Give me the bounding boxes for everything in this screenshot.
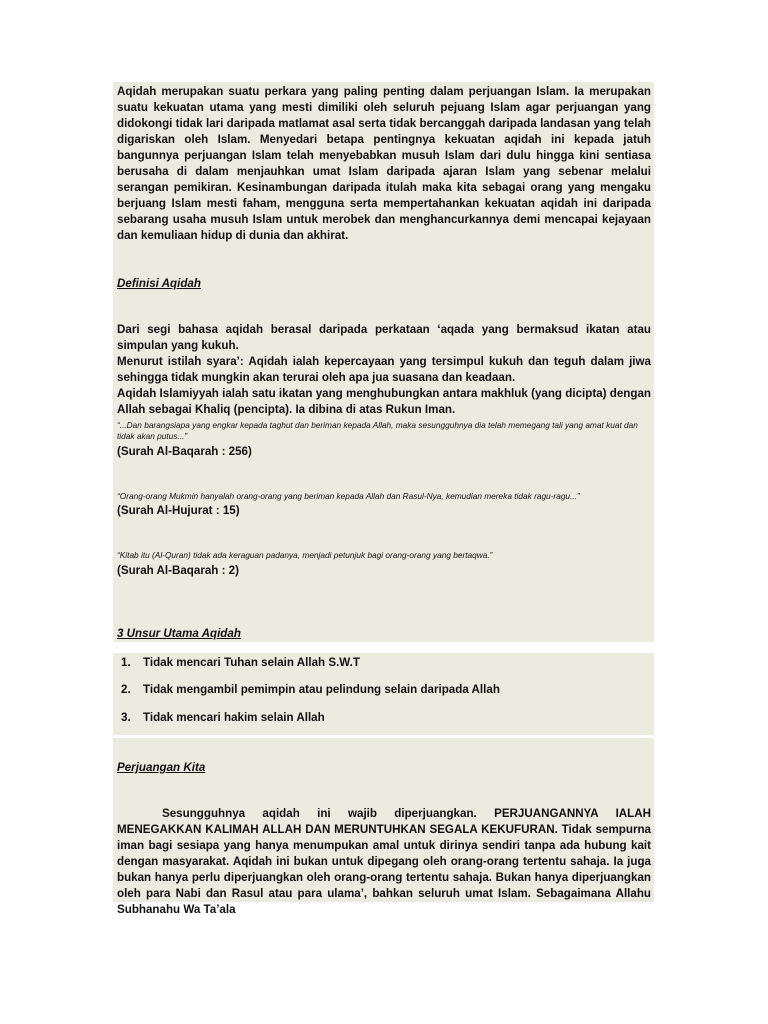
list-number: 3. bbox=[121, 711, 131, 724]
definisi-heading: Definisi Aqidah bbox=[117, 277, 201, 290]
list-text: Tidak mencari Tuhan selain Allah S.W.T bbox=[143, 656, 360, 669]
list-text: Tidak mengambil pemimpin atau pelindung selain daripada Allah bbox=[143, 683, 500, 696]
ref-baqarah-2: (Surah Al-Baqarah : 2) bbox=[117, 564, 239, 577]
quote-hujurat-15: “Orang-orang Mukmin hanyalah orang-orang yang beriman kepada Allah dan Rasul-Nya, kemudian mereka tidak ragu-ragu...” bbox=[117, 491, 580, 501]
list-number: 2. bbox=[121, 683, 131, 696]
list-number: 1. bbox=[121, 656, 131, 669]
ref-hujurat-15: (Surah Al-Hujurat : 15) bbox=[117, 504, 240, 517]
unsur-list-block bbox=[113, 653, 654, 735]
perjuangan-heading: Perjuangan Kita bbox=[117, 761, 206, 774]
intro-block bbox=[113, 82, 654, 252]
quote-baqarah-256: “...Dan barangsiapa yang engkar kepada taghut dan beriman kepada Allah, maka sesungguhnya dia telah memegang tali yang amat kuat dan tidak akan putus...” bbox=[117, 420, 638, 441]
definisi-bahasa: Dari segi bahasa aqidah berasal daripada perkataan ‘aqada yang bermaksud ikatan atau simpulan yang kukuh. bbox=[117, 323, 651, 352]
list-text: Tidak mencari hakim selain Allah bbox=[143, 711, 325, 724]
quote-baqarah-2: “Kitab itu (Al-Quran) tidak ada keraguan padanya, menjadi petunjuk bagi orang-orang yang bertaqwa.” bbox=[117, 550, 493, 560]
list-item bbox=[121, 656, 360, 669]
ref-baqarah-256: (Surah Al-Baqarah : 256) bbox=[117, 445, 252, 458]
perjuangan-block bbox=[113, 738, 654, 916]
list-item bbox=[121, 683, 500, 696]
definisi-islamiyyah: Aqidah Islamiyyah ialah satu ikatan yang menghubungkan antara makhluk (yang dicipta) dengan Allah sebagai Khaliq (pencipta). Ia dibina di atas Rukun Iman. bbox=[117, 387, 651, 416]
list-item bbox=[121, 711, 325, 724]
intro-paragraph: Aqidah merupakan suatu perkara yang paling penting dalam perjuangan Islam. Ia merupakan suatu kekuatan utama yang mesti dimiliki oleh seluruh pejuang Islam agar perjuangan yang didokongi tidak lari daripada matlamat asal serta tidak bercanggah daripada landasan yang telah digariskan oleh Islam. Menyedari betapa pentingnya kekuatan aqidah ini kepada jatuh bangunnya perjuangan Islam telah menyebabkan musuh Islam dari dulu hingga kini sentiasa berusaha di dalam menjauhkan umat Islam daripada ajaran Islam yang sebenar melalui serangan pemikiran. Kesinambungan daripada itulah maka kita sebagai orang yang mengaku berjuang Islam mesti faham, mengguna serta mempertahankan kekuatan aqidah ini daripada sebarang usaha musuh Islam untuk merobek dan menghancurkannya demi mencapai kejayaan dan kemuliaan hidup di dunia dan akhirat. bbox=[117, 85, 651, 242]
definisi-block bbox=[113, 252, 654, 642]
unsur-heading: 3 Unsur Utama Aqidah bbox=[117, 627, 241, 640]
perjuangan-paragraph: Sesungguhnya aqidah ini wajib diperjuangkan. PERJUANGANNYA IALAH MENEGAKKAN KALIMAH ALLAH DAN MERUNTUHKAN SEGALA KEKUFURAN. Tidak sempurna iman bagi sesiapa yang hanya menumpukan amal untuk dirinya sendiri tanpa ada hubung kait dengan masyarakat. Aqidah ini bukan untuk dipegang oleh orang-orang tertentu sahaja. Ia juga bukan hanya perlu diperjuangkan oleh orang-orang tertentu sahaja. Bukan hanya diperjuangkan oleh para Nabi dan Rasul atau para ulama’, bahkan seluruh umat Islam. Sebagaimana Allahu Subhanahu Wa Ta’ala bbox=[117, 807, 651, 916]
definisi-istilah: Menurut istilah syara’: Aqidah ialah kepercayaan yang tersimpul kukuh dan teguh dalam jiwa sehingga tidak mungkin akan terurai oleh apa jua suasana dan keadaan. bbox=[117, 355, 651, 384]
